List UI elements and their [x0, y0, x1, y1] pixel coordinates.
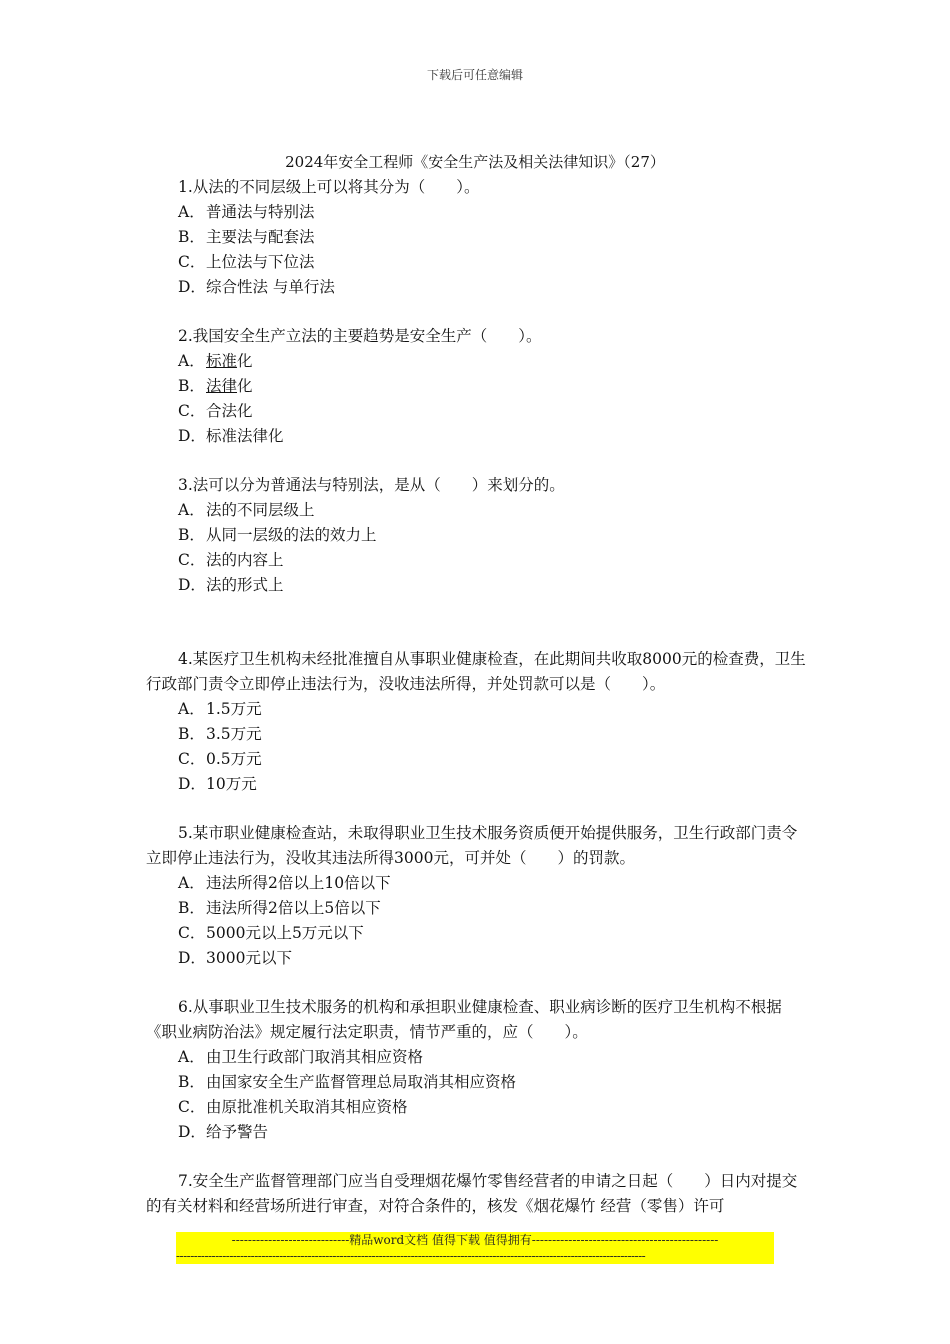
document-title: 2024年安全工程师《安全生产法及相关法律知识》（27）	[285, 153, 665, 171]
option-a: A．法的不同层级上	[178, 501, 315, 519]
option-a: A．标准化	[178, 352, 253, 370]
question-stem: 6.从事职业卫生技术服务的机构和承担职业健康检查、职业病诊断的医疗卫生机构不根据《职业病防治法》规定履行法定职责，情节严重的，应（ ）。	[146, 998, 782, 1041]
question-stem: 1.从法的不同层级上可以将其分为（ ）。	[178, 178, 480, 196]
option-c: C．由原批准机关取消其相应资格	[178, 1098, 408, 1116]
option-a: A．违法所得2倍以上10倍以下	[178, 874, 391, 892]
option-c: C．上位法与下位法	[178, 253, 315, 271]
question-7	[146, 1169, 806, 1219]
option-d: D．给予警告	[178, 1123, 269, 1141]
option-c: C．合法化	[178, 402, 253, 420]
option-c: C．法的内容上	[178, 551, 284, 569]
option-b: B．由国家安全生产监督管理总局取消其相应资格	[178, 1073, 517, 1091]
option-d: D．法的形式上	[178, 576, 284, 594]
option-d: D．标准法律化	[178, 427, 284, 445]
option-b: B．主要法与配套法	[178, 228, 315, 246]
question-1	[146, 175, 806, 300]
header-note: 下载后可任意编辑	[426, 68, 523, 82]
option-b: B．3.5万元	[178, 725, 262, 743]
question-5	[146, 821, 806, 971]
option-c: C．0.5万元	[178, 750, 262, 768]
question-stem: 5.某市职业健康检查站，未取得职业卫生技术服务资质便开始提供服务，卫生行政部门责令立即停止违法行为，没收其违法所得3000元，可并处（ ）的罚款。	[146, 824, 798, 867]
question-stem: 2.我国安全生产立法的主要趋势是安全生产（ ）。	[178, 327, 542, 345]
option-d: D．综合性法 与单行法	[178, 278, 335, 296]
option-d: D．3000元以下	[178, 949, 292, 967]
option-b: B．法律化	[178, 377, 253, 395]
footer-banner-line-2: ------------------------------------------------------------------------------------------------------------------------------------	[176, 1249, 646, 1263]
option-a: A．普通法与特别法	[178, 203, 315, 221]
question-stem: 7.安全生产监督管理部门应当自受理烟花爆竹零售经营者的申请之日起（ ）日内对提交的有关材料和经营场所进行审查，对符合条件的，核发《烟花爆竹 经营（零售）许可	[146, 1172, 798, 1215]
question-2	[146, 324, 806, 449]
option-b: B．违法所得2倍以上5倍以下	[178, 899, 381, 917]
question-list	[146, 175, 806, 1219]
option-a: A．1.5万元	[178, 700, 262, 718]
footer-banner	[176, 1232, 774, 1264]
question-stem: 4.某医疗卫生机构未经批准擅自从事职业健康检查，在此期间共收取8000元的检查费，卫生行政部门责令立即停止违法行为，没收违法所得，并处罚款可以是（ ）。	[146, 650, 806, 693]
option-d: D．10万元	[178, 775, 257, 793]
option-c: C．5000元以上5万元以下	[178, 924, 364, 942]
question-6	[146, 995, 806, 1145]
option-a: A．由卫生行政部门取消其相应资格	[178, 1048, 424, 1066]
footer-banner-line-1: -----------------------------精品word文档 值得下载 值得拥有----------------------------------------------	[231, 1233, 719, 1247]
question-3	[146, 473, 806, 598]
option-b: B．从同一层级的法的效力上	[178, 526, 377, 544]
question-4	[146, 647, 806, 797]
question-stem: 3.法可以分为普通法与特别法，是从（ ）来划分的。	[178, 476, 565, 494]
